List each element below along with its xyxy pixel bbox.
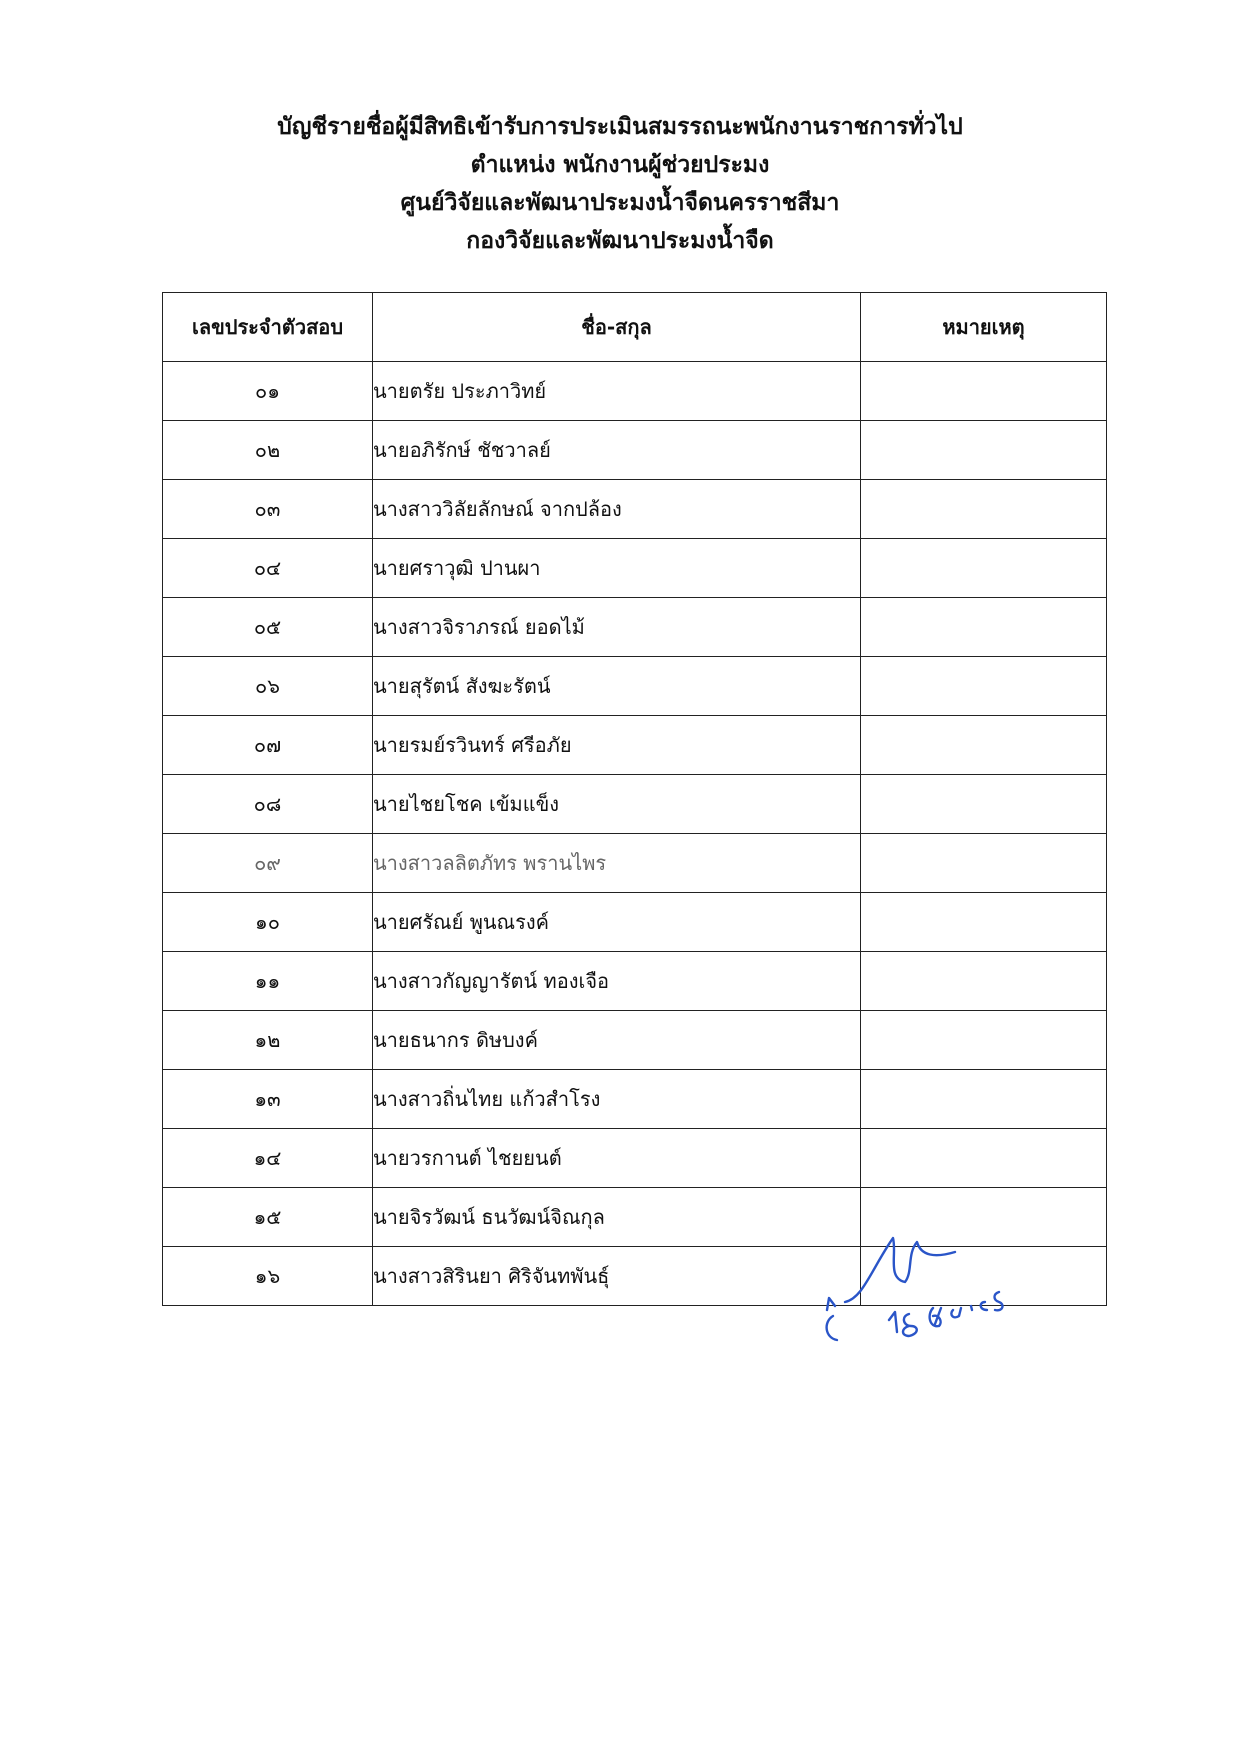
table-row xyxy=(163,362,1107,421)
name-cell: นายศรัณย์ พูนณรงค์ xyxy=(373,893,861,952)
remark-cell xyxy=(861,775,1107,834)
exam-id-cell: ๑๖ xyxy=(163,1247,373,1306)
remark-cell xyxy=(861,1011,1107,1070)
remark-cell xyxy=(861,1129,1107,1188)
table-row xyxy=(163,1129,1107,1188)
name-cell: นางสาวสิรินยา ศิริจันทพันธุ์ xyxy=(373,1247,861,1306)
remark-cell xyxy=(861,952,1107,1011)
title-line-1: บัญชีรายชื่อผู้มีสิทธิเข้ารับการประเมินสมรรถนะพนักงานราชการทั่วไป xyxy=(277,114,963,140)
header-exam-id: เลขประจำตัวสอบ xyxy=(163,293,373,362)
remark-cell xyxy=(861,716,1107,775)
exam-id-cell: ๑๔ xyxy=(163,1129,373,1188)
table-row xyxy=(163,539,1107,598)
candidate-table xyxy=(162,292,1107,1306)
remark-cell xyxy=(861,421,1107,480)
name-cell: นายศราวุฒิ ปานผา xyxy=(373,539,861,598)
name-cell: นายอภิรักษ์ ชัชวาลย์ xyxy=(373,421,861,480)
exam-id-cell: ๐๔ xyxy=(163,539,373,598)
name-cell: นางสาววิลัยลักษณ์ จากปล้อง xyxy=(373,480,861,539)
remark-cell xyxy=(861,834,1107,893)
table-row xyxy=(163,834,1107,893)
remark-cell xyxy=(861,539,1107,598)
document-title xyxy=(0,108,1240,260)
table-row xyxy=(163,952,1107,1011)
exam-id-cell: ๐๒ xyxy=(163,421,373,480)
exam-id-cell: ๐๗ xyxy=(163,716,373,775)
table-row xyxy=(163,716,1107,775)
exam-id-cell: ๐๖ xyxy=(163,657,373,716)
table-row xyxy=(163,893,1107,952)
table-row xyxy=(163,421,1107,480)
name-cell: นายธนากร ดิษบงค์ xyxy=(373,1011,861,1070)
signature-date-stroke xyxy=(889,1292,1002,1336)
exam-id-cell: ๑๕ xyxy=(163,1188,373,1247)
name-cell: นางสาวลลิตภัทร พรานไพร xyxy=(373,834,861,893)
table-row xyxy=(163,1011,1107,1070)
table-row xyxy=(163,598,1107,657)
remark-cell xyxy=(861,1070,1107,1129)
name-cell: นางสาวถิ่นไทย แก้วสำโรง xyxy=(373,1070,861,1129)
title-line-2: ตำแหน่ง พนักงานผู้ช่วยประมง xyxy=(470,152,770,178)
signature-initial-stroke xyxy=(827,1298,837,1340)
table-header-row xyxy=(163,293,1107,362)
remark-cell xyxy=(861,480,1107,539)
name-cell: นางสาวจิราภรณ์ ยอดไม้ xyxy=(373,598,861,657)
signature-main-stroke xyxy=(845,1238,955,1302)
exam-id-cell: ๐๘ xyxy=(163,775,373,834)
header-full-name: ชื่อ-สกุล xyxy=(373,293,861,362)
exam-id-cell: ๑๑ xyxy=(163,952,373,1011)
table-row xyxy=(163,657,1107,716)
table-row xyxy=(163,775,1107,834)
exam-id-cell: ๑๒ xyxy=(163,1011,373,1070)
exam-id-cell: ๑๐ xyxy=(163,893,373,952)
name-cell: นายตรัย ประภาวิทย์ xyxy=(373,362,861,421)
handwritten-signature xyxy=(805,1198,1045,1358)
name-cell: นายจิรวัฒน์ ธนวัฒน์จิณกุล xyxy=(373,1188,861,1247)
name-cell: นายไชยโชค เข้มแข็ง xyxy=(373,775,861,834)
exam-id-cell: ๐๕ xyxy=(163,598,373,657)
table-row xyxy=(163,480,1107,539)
exam-id-cell: ๑๓ xyxy=(163,1070,373,1129)
exam-id-cell: ๐๑ xyxy=(163,362,373,421)
signature-ink xyxy=(827,1238,1003,1340)
name-cell: นายรมย์รวินทร์ ศรีอภัย xyxy=(373,716,861,775)
remark-cell xyxy=(861,893,1107,952)
name-cell: นางสาวกัญญารัตน์ ทองเจือ xyxy=(373,952,861,1011)
name-cell: นายสุรัตน์ สังฆะรัตน์ xyxy=(373,657,861,716)
remark-cell xyxy=(861,598,1107,657)
table-row xyxy=(163,1070,1107,1129)
remark-cell xyxy=(861,657,1107,716)
remark-cell xyxy=(861,362,1107,421)
title-line-3: ศูนย์วิจัยและพัฒนาประมงน้ำจืดนครราชสีมา xyxy=(400,190,840,216)
name-cell: นายวรกานต์ ไชยยนต์ xyxy=(373,1129,861,1188)
exam-id-cell: ๐๙ xyxy=(163,834,373,893)
header-remark: หมายเหตุ xyxy=(861,293,1107,362)
exam-id-cell: ๐๓ xyxy=(163,480,373,539)
title-line-4: กองวิจัยและพัฒนาประมงน้ำจืด xyxy=(466,228,774,254)
